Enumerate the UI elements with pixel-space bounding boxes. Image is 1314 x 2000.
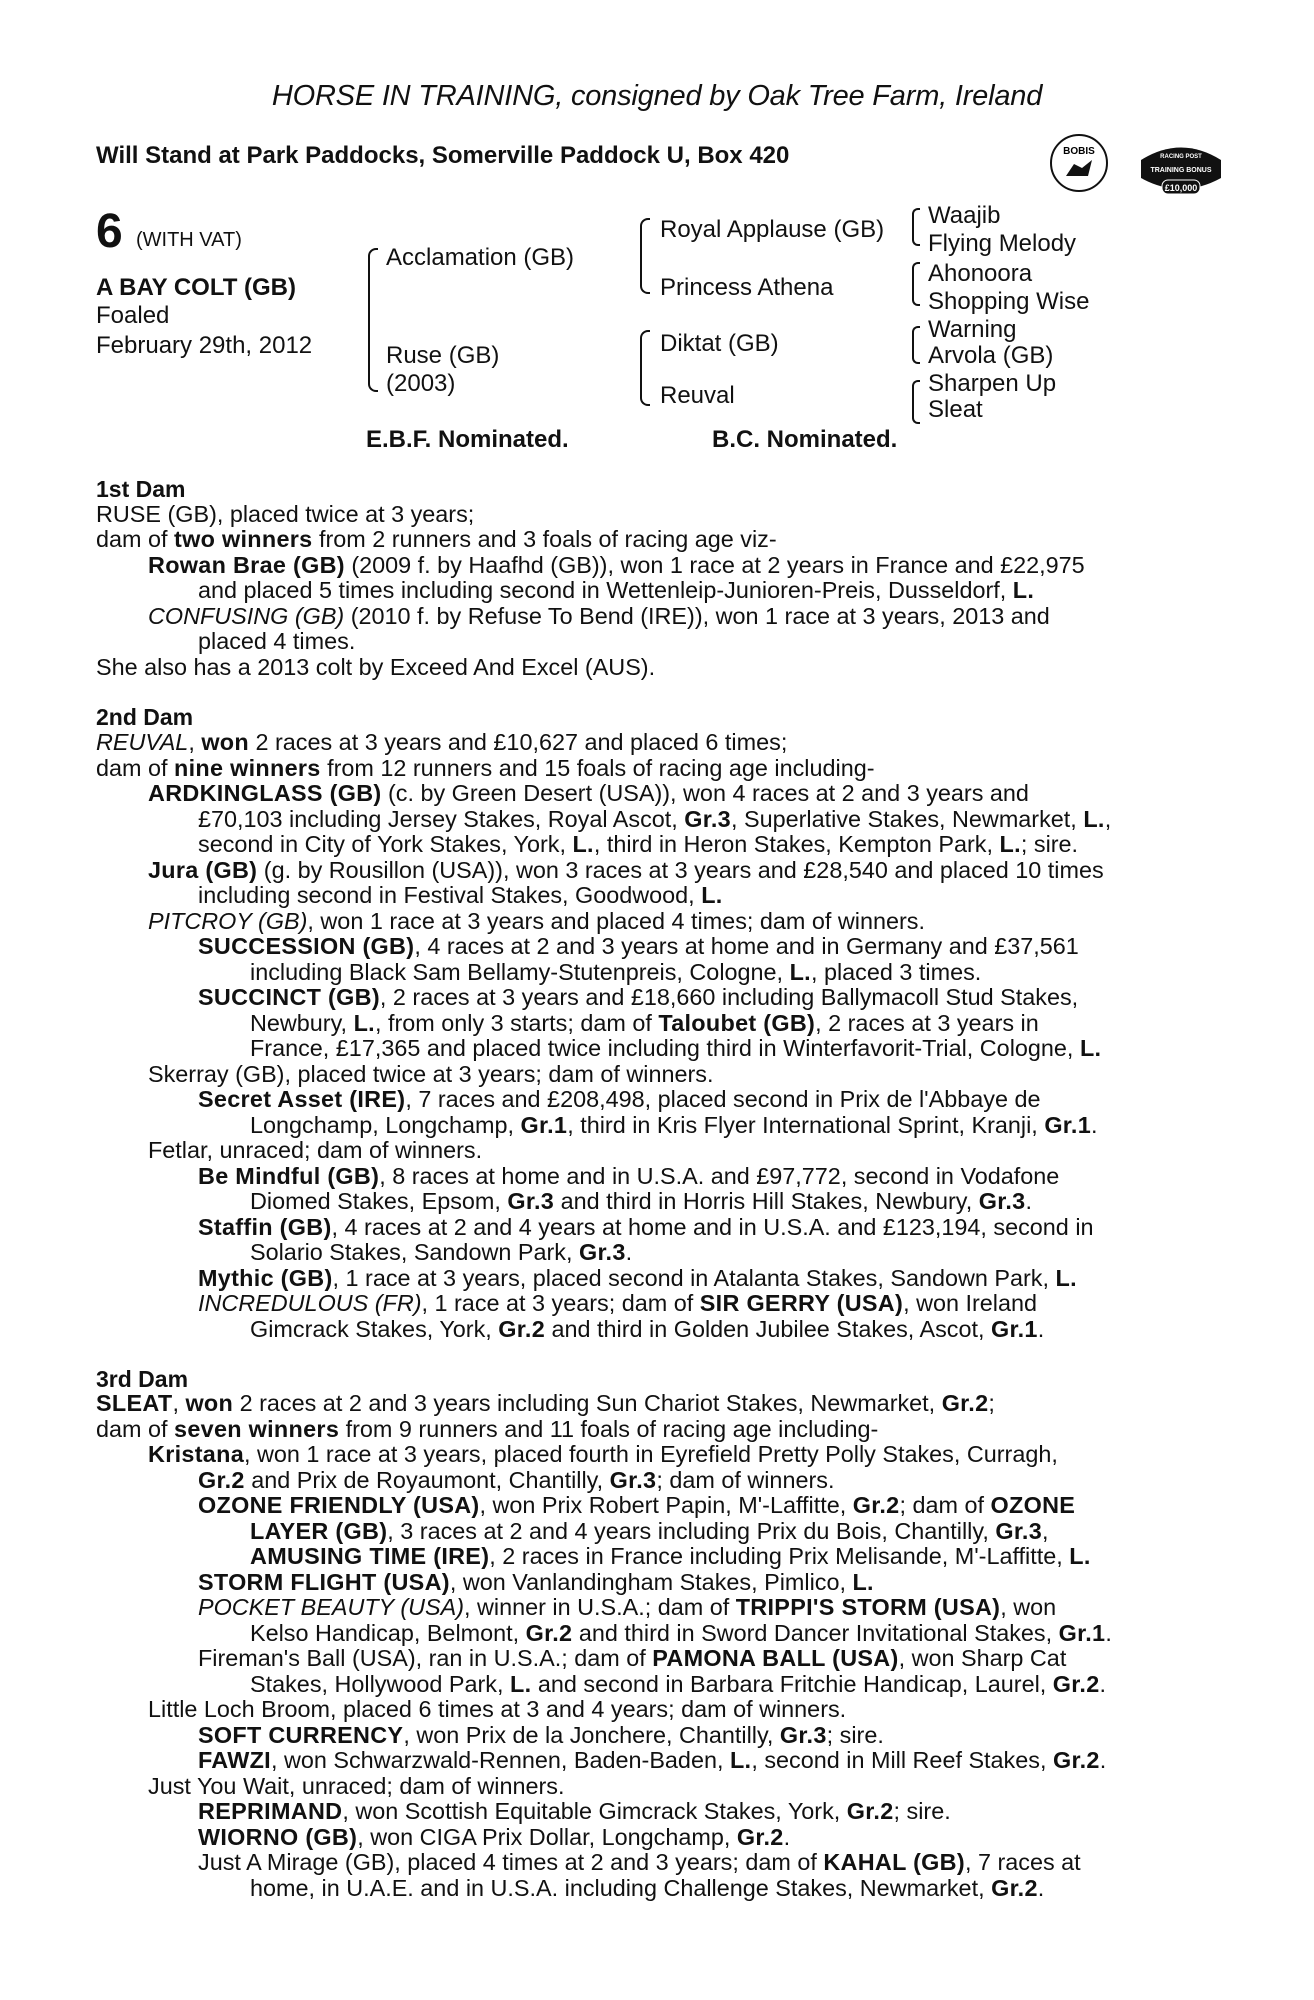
pedigree-brace-gen3-c [912, 326, 920, 364]
third-dam-line: Just You Wait, unraced; dam of winners. [148, 1773, 565, 1799]
pedigree-gen3-7: Sharpen Up [928, 370, 1057, 397]
pedigree-gen3-1: Waajib [928, 202, 1001, 229]
third-dam-line: Kristana, won 1 race at 3 years, placed fourth in Eyrefield Pretty Polly Stakes, Curragh, [148, 1441, 1058, 1467]
second-dam-line: £70,103 including Jersey Stakes, Royal Ascot, Gr.3, Superlative Stakes, Newmarket, L., [198, 806, 1112, 832]
third-dam-line: SLEAT, won 2 races at 2 and 3 years including Sun Chariot Stakes, Newmarket, Gr.2; [96, 1390, 995, 1416]
pedigree-dam-dam: Reuval [660, 382, 735, 409]
second-dam-line: REUVAL, won 2 races at 3 years and £10,627 and placed 6 times; [96, 729, 788, 755]
second-dam-line: Secret Asset (IRE), 7 races and £208,498, placed second in Prix de l'Abbaye de [198, 1086, 1041, 1112]
third-dam-line: SOFT CURRENCY, won Prix de la Jonchere, Chantilly, Gr.3; sire. [198, 1722, 884, 1748]
pedigree-brace-gen1 [368, 248, 378, 392]
second-dam-line: Staffin (GB), 4 races at 2 and 4 years at home and in U.S.A. and £123,194, second in [198, 1214, 1094, 1240]
second-dam-line: Jura (GB) (g. by Rousillon (USA)), won 3 races at 3 years and £28,540 and placed 10 times [148, 857, 1104, 883]
ebf-nominated: E.B.F. Nominated. [366, 426, 569, 453]
pedigree-brace-gen3-d [912, 380, 920, 424]
second-dam-line: France, £17,365 and placed twice including third in Winterfavorit-Trial, Cologne, L. [250, 1035, 1102, 1061]
foaled-date: February 29th, 2012 [96, 332, 313, 359]
page-title: HORSE IN TRAINING, consigned by Oak Tree Farm, Ireland [271, 80, 1043, 112]
bc-nominated: B.C. Nominated. [712, 426, 898, 453]
third-dam-line: POCKET BEAUTY (USA), winner in U.S.A.; dam of TRIPPI'S STORM (USA), won [198, 1594, 1057, 1620]
rp-logo-amount: £10,000 [1164, 183, 1198, 193]
second-dam-line: Be Mindful (GB), 8 races at home and in U.S.A. and £97,772, second in Vodafone [198, 1163, 1060, 1189]
pedigree-gen3-5: Warning [928, 316, 1017, 343]
second-dam-line: Newbury, L., from only 3 starts; dam of Taloubet (GB), 2 races at 3 years in [250, 1010, 1039, 1036]
third-dam-line: Just A Mirage (GB), placed 4 times at 2 and 3 years; dam of KAHAL (GB), 7 races at [198, 1849, 1081, 1875]
second-dam-line: including second in Festival Stakes, Goodwood, L. [198, 882, 723, 908]
pedigree-sire: Acclamation (GB) [386, 244, 575, 271]
second-dam-line: dam of nine winners from 12 runners and 15 foals of racing age including- [96, 755, 875, 781]
bobis-logo-text: BOBIS [1063, 146, 1095, 157]
second-dam-line: Gimcrack Stakes, York, Gr.2 and third in Golden Jubilee Stakes, Ascot, Gr.1. [250, 1316, 1045, 1342]
first-dam-line: She also has a 2013 colt by Exceed And Excel (AUS). [96, 654, 656, 680]
pedigree-brace-gen3-b [912, 262, 920, 306]
second-dam-line: second in City of York Stakes, York, L., third in Heron Stakes, Kempton Park, L.; sire. [198, 831, 1079, 857]
third-dam-line: Little Loch Broom, placed 6 times at 3 and 4 years; dam of winners. [148, 1696, 847, 1722]
third-dam-line: STORM FLIGHT (USA), won Vanlandingham Stakes, Pimlico, L. [198, 1569, 874, 1595]
second-dam-line: Fetlar, unraced; dam of winners. [148, 1137, 483, 1163]
pedigree-gen3-6: Arvola (GB) [928, 342, 1054, 369]
third-dam-heading: 3rd Dam [96, 1366, 189, 1392]
pedigree-brace-gen3-a [912, 208, 920, 246]
racing-post-bonus-logo [1136, 140, 1226, 202]
pedigree-sire-dam: Princess Athena [660, 274, 834, 301]
second-dam-line: SUCCINCT (GB), 2 races at 3 years and £18,660 including Ballymacoll Stud Stakes, [198, 984, 1079, 1010]
third-dam-line: OZONE FRIENDLY (USA), won Prix Robert Papin, M'-Laffitte, Gr.2; dam of OZONE [198, 1492, 1076, 1518]
first-dam-line: dam of two winners from 2 runners and 3 foals of racing age viz- [96, 526, 777, 552]
first-dam-line: Rowan Brae (GB) (2009 f. by Haafhd (GB)), won 1 race at 2 years in France and £22,975 [148, 552, 1085, 578]
pedigree-gen3-3: Ahonoora [928, 260, 1033, 287]
third-dam-line: AMUSING TIME (IRE), 2 races in France including Prix Melisande, M'-Laffitte, L. [250, 1543, 1091, 1569]
vat-label: (WITH VAT) [136, 229, 242, 251]
pedigree-dam-year: (2003) [386, 370, 456, 397]
first-dam-line: RUSE (GB), placed twice at 3 years; [96, 501, 475, 527]
third-dam-line: Gr.2 and Prix de Royaumont, Chantilly, Gr.3; dam of winners. [198, 1467, 835, 1493]
third-dam-line: FAWZI, won Schwarzwald-Rennen, Baden-Baden, L., second in Mill Reef Stakes, Gr.2. [198, 1747, 1107, 1773]
pedigree-gen3-8: Sleat [928, 396, 983, 423]
pedigree-sire-sire: Royal Applause (GB) [660, 216, 885, 243]
bobis-logo [1048, 132, 1110, 194]
rp-logo-top: RACING POST [1160, 154, 1202, 160]
first-dam-line: and placed 5 times including second in Wettenleip-Junioren-Preis, Dusseldorf, L. [198, 577, 1035, 603]
third-dam-line: REPRIMAND, won Scottish Equitable Gimcrack Stakes, York, Gr.2; sire. [198, 1798, 951, 1824]
third-dam-line: LAYER (GB), 3 races at 2 and 4 years including Prix du Bois, Chantilly, Gr.3, [250, 1518, 1049, 1544]
second-dam-line: Skerray (GB), placed twice at 3 years; dam of winners. [148, 1061, 714, 1087]
foaled-label: Foaled [96, 302, 170, 329]
stand-location: Will Stand at Park Paddocks, Somerville Paddock U, Box 420 [96, 142, 790, 169]
third-dam-line: Fireman's Ball (USA), ran in U.S.A.; dam of PAMONA BALL (USA), won Sharp Cat [198, 1645, 1067, 1671]
second-dam-heading: 2nd Dam [96, 704, 194, 730]
second-dam-line: including Black Sam Bellamy-Stutenpreis, Cologne, L., placed 3 times. [250, 959, 982, 985]
second-dam-line: Solario Stakes, Sandown Park, Gr.3. [250, 1239, 633, 1265]
pedigree-brace-gen2-sire [640, 218, 650, 294]
third-dam-line: dam of seven winners from 9 runners and 11 foals of racing age including- [96, 1416, 879, 1442]
second-dam-line: ARDKINGLASS (GB) (c. by Green Desert (USA)), won 4 races at 2 and 3 years and [148, 780, 1029, 806]
third-dam-line: home, in U.A.E. and in U.S.A. including Challenge Stakes, Newmarket, Gr.2. [250, 1875, 1045, 1901]
pedigree-gen3-2: Flying Melody [928, 230, 1077, 257]
second-dam-line: Diomed Stakes, Epsom, Gr.3 and third in Horris Hill Stakes, Newbury, Gr.3. [250, 1188, 1032, 1214]
second-dam-line: Longchamp, Longchamp, Gr.1, third in Kris Flyer International Sprint, Kranji, Gr.1. [250, 1112, 1098, 1138]
pedigree-brace-gen2-dam [640, 330, 650, 406]
first-dam-heading: 1st Dam [96, 476, 186, 502]
second-dam-line: SUCCESSION (GB), 4 races at 2 and 3 years at home and in Germany and £37,561 [198, 933, 1079, 959]
pedigree-dam: Ruse (GB) [386, 342, 500, 369]
rp-logo-mid: TRAINING BONUS [1150, 167, 1212, 174]
pedigree-dam-sire: Diktat (GB) [660, 330, 779, 357]
first-dam-line: placed 4 times. [198, 628, 356, 654]
third-dam-line: Stakes, Hollywood Park, L. and second in Barbara Fritchie Handicap, Laurel, Gr.2. [250, 1671, 1107, 1697]
lot-description: A BAY COLT (GB) [96, 274, 297, 301]
pedigree-gen3-4: Shopping Wise [928, 288, 1090, 315]
first-dam-line: CONFUSING (GB) (2010 f. by Refuse To Bend (IRE)), won 1 race at 3 years, 2013 and [148, 603, 1050, 629]
lot-number: 6 [96, 205, 123, 258]
third-dam-line: Kelso Handicap, Belmont, Gr.2 and third in Sword Dancer Invitational Stakes, Gr.1. [250, 1620, 1112, 1646]
third-dam-line: WIORNO (GB), won CIGA Prix Dollar, Longchamp, Gr.2. [198, 1824, 791, 1850]
second-dam-line: INCREDULOUS (FR), 1 race at 3 years; dam of SIR GERRY (USA), won Ireland [198, 1290, 1038, 1316]
second-dam-line: Mythic (GB), 1 race at 3 years, placed second in Atalanta Stakes, Sandown Park, L. [198, 1265, 1077, 1291]
second-dam-line: PITCROY (GB), won 1 race at 3 years and placed 4 times; dam of winners. [148, 908, 925, 934]
